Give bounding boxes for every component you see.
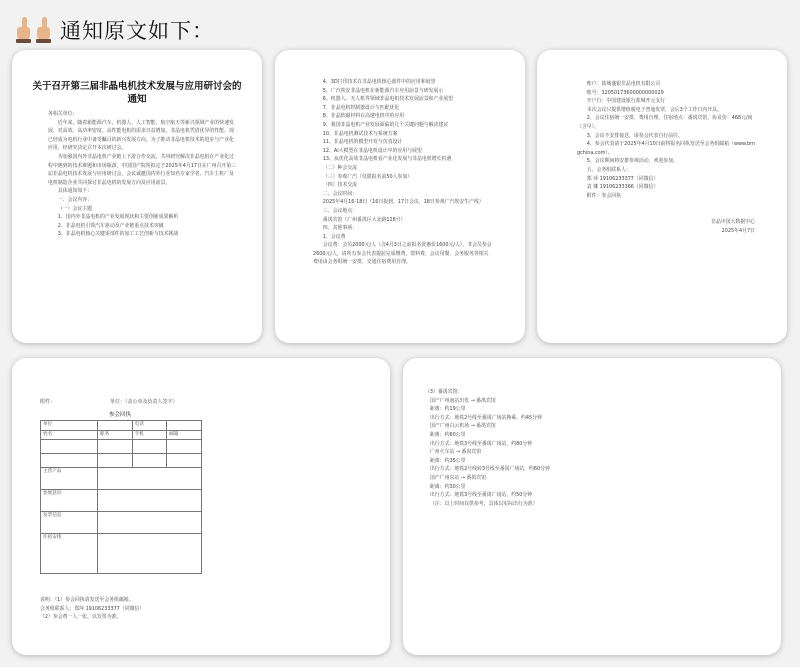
table-cell: 邮箱: [167, 430, 202, 440]
text-line: 郑 萍 19106233377（同微信）: [586, 175, 659, 182]
table-cell[interactable]: [41, 440, 98, 454]
table-cell[interactable]: [98, 454, 133, 468]
table-cell[interactable]: [98, 534, 202, 574]
text-line: 出行方式：地铁3号线至番禺广场站，约80分钟: [429, 440, 533, 447]
text-line: 国产广州南站出发 → 番禺宾馆: [429, 397, 496, 404]
registration-form: [40, 420, 202, 574]
table-cell[interactable]: [132, 440, 167, 454]
table-cell: 主营产品: [41, 468, 98, 490]
list-item: 12、AI大模型在非晶电机设计中的应用与展望: [322, 147, 422, 154]
list-item: 4、3D打印技术在非晶电机核心部件中的应用和展望: [322, 79, 436, 85]
table-cell[interactable]: [98, 512, 202, 534]
text-line: （注：以上时间仅供参考，具体以实际出行为准）: [429, 500, 538, 507]
text-line: 附件：参会回执: [586, 192, 622, 199]
salutation: 各相关单位：: [48, 111, 78, 117]
list-item: 三、会议地点：: [322, 207, 358, 214]
text-line: 袁 娜 19106233366（同微信）: [586, 184, 659, 191]
table-row: [41, 430, 202, 440]
table-row: [41, 468, 202, 490]
text-line: 距离：约60公里: [429, 431, 466, 438]
list-item: 6、机器人、无人机等领域非晶电机技术发展前景和产业展望: [322, 96, 454, 103]
document-page-4[interactable]: [12, 358, 390, 655]
table-cell[interactable]: [167, 440, 202, 454]
document-page-3[interactable]: [537, 50, 787, 343]
header: [14, 14, 214, 46]
pointing-down-hand-icon: [34, 17, 52, 43]
table-cell[interactable]: [98, 440, 133, 454]
list-item: 5、广汽埃安非晶电机在新能源汽车应用前景与研发展示: [322, 87, 444, 94]
table-cell[interactable]: [167, 454, 202, 468]
list-item: 二、会议时间：: [322, 190, 358, 197]
text-line: 广州火车站 → 番禺宾馆: [429, 449, 482, 456]
text-line: 出行方式：地铁3号线至番禺广场站，约50分钟: [429, 492, 533, 499]
list-item: 1、国内外非晶电机的产业发展现状和主要创新成果解析: [57, 214, 179, 221]
list-item: （二）种会交流: [322, 164, 358, 171]
form-header: [40, 398, 210, 405]
list-item: 10、非晶电机测试技术与系统方案: [322, 130, 398, 137]
table-row: [41, 421, 202, 431]
doc-body: [48, 110, 238, 239]
list-item: （一）会议主题: [57, 205, 93, 212]
table-row: [41, 534, 202, 574]
list-item: 1、会议费: [322, 233, 346, 240]
text-line: 开户行：中国建设银行盐城开元支行: [586, 98, 666, 105]
list-item: 13、从优化高效非晶电机看产业化发展与非晶电机增长机遇: [322, 156, 452, 163]
table-cell: 单位: [41, 421, 98, 431]
org-label: 单位：（盖公章及负责人签字）: [110, 399, 178, 405]
table-cell[interactable]: [98, 421, 133, 431]
list-item: 2025年4月16-18日（16日报到，17日会议，18日参观广汽埃安生产线）: [322, 199, 484, 206]
list-item: 11、非晶电机的模型开发与仿真设计: [322, 139, 403, 146]
text-line: 4、参会代表请于2025年4月10日前将报名回执发送至会务组邮箱（www.bmgchina.com）。: [577, 141, 755, 156]
doc-body: [313, 78, 493, 267]
page-title: 通知原文如下：: [60, 19, 214, 43]
signature-org: 非晶中国大数据中心: [710, 219, 755, 226]
table-cell[interactable]: [167, 421, 202, 431]
text-line: 账户：盐城盛银非晶电机有限公司: [586, 81, 661, 87]
list-item: （四）技术交流: [322, 182, 358, 189]
table-cell[interactable]: [41, 454, 98, 468]
table-cell: 住宿安排: [41, 534, 98, 574]
note-line: （2）参会费一人一张，以发票为准。: [40, 614, 122, 621]
form-notes: [40, 596, 240, 622]
table-cell: 职务: [98, 430, 133, 440]
list-item: 一、会议内容：: [57, 196, 93, 203]
paragraph: 近年来，随着新能源汽车、机器人、人工智能、航空航天等新兴领域产业的快速发展，对高效、高功率密度、高性能电机的需求日益增加。非晶电机凭借优异的性能，现已经成为电机行业中备受瞩目的新兴发展方向。为了推动非晶电机技术的进步与产业化应用，经研究决定召开本次研讨会。: [48, 119, 234, 152]
table-cell[interactable]: [98, 490, 202, 512]
pointing-down-hand-icon: [14, 17, 32, 43]
list-item: 会议费：会员2000元/人（含4月3日之前报名优惠价1600元/人），非会员参会2600元/人，请所有参会代表提前完成缴费，资料费、会议用餐、会务服务等相关费用由会务组统一安排，交通住宿费用自理。: [313, 242, 492, 266]
text-line: 出行方式：地铁2号线至番禺广场站换乘，约45分钟: [429, 414, 542, 421]
attachment-label: 附件：: [40, 399, 56, 405]
text-line: 国产广州东站 → 番禺宾馆: [429, 474, 487, 481]
paragraph: 具体通知如下：: [57, 188, 93, 195]
list-item: 7、非晶电机控制器设计与匹配优化: [322, 104, 400, 111]
list-item: 9、我国非晶电机产业发展面临的几个关键问题与解决建议: [322, 121, 449, 128]
form-title: 参会回执: [108, 412, 131, 418]
list-item: 2、非晶电机引领汽车驱动及产业链重点技术突破: [57, 222, 164, 229]
table-cell: 发票信息: [41, 512, 98, 534]
table-cell: 参展意向: [41, 490, 98, 512]
text-line: 本次会议只提供增值税电子普通发票，会后3个工作日内开具。: [586, 106, 722, 113]
table-row: [41, 490, 202, 512]
table-cell: 电话: [132, 421, 167, 431]
document-page-1[interactable]: [12, 50, 262, 343]
table-row: [41, 512, 202, 534]
table-cell: 姓名: [41, 430, 98, 440]
table-row: [41, 440, 202, 454]
text-line: 五、会务组联系人：: [586, 166, 631, 173]
text-line: 账号：32050173600000000029: [586, 89, 664, 96]
table-cell[interactable]: [132, 454, 167, 468]
table-cell[interactable]: [98, 468, 202, 490]
doc-body: [425, 388, 745, 508]
note-line: 说明：（1）参会回执请发送至会务组邮箱。: [40, 597, 134, 603]
table-row: [41, 454, 202, 468]
text-line: 2、会议住宿统一安排，费用自理。住宿地点：番禺宾馆，协议价：468元/间（含早）。: [577, 115, 753, 130]
list-item: （三）参观广汽（仅限报名前50人参加）: [322, 173, 413, 180]
document-page-5[interactable]: [403, 358, 781, 655]
text-line: 3、会议不安排接送，请参会代表自行前往。: [586, 132, 683, 139]
note-line: 会务组联系人：郑萍 19106233377（同微信）: [40, 605, 145, 612]
text-line: （3）番禺宾馆：: [425, 389, 463, 395]
doc-body: [577, 80, 755, 236]
list-item: 3、非晶电机核心关键零部件的加工工艺创新与技术挑战: [57, 231, 179, 238]
list-item: 四、其他事项：: [322, 225, 358, 232]
text-line: 出行方式：地铁2号线转3号线至番禺广场站，约60分钟: [429, 466, 550, 473]
signature-date: 2025年4月7日: [721, 227, 755, 234]
document-page-2[interactable]: [275, 50, 525, 343]
table-cell: 手机: [132, 430, 167, 440]
text-line: 距离：约19公里: [429, 406, 466, 413]
list-item: 8、非晶软磁材料在高速电机中的应用: [322, 113, 405, 120]
paragraph: 为加强国内外非晶电机产业链上下游合作交流，共同研究解决非晶电机在产业化过程中遇到的技术难题和市场瓶颈，中国国产院所拟定于2025年4月17日在广州召开第三届非晶电机技术发展与应用研讨会。会议诚邀国内外行业知名专家学者、汽车主机厂及电机制造企业共同探讨非晶电机的发展方向及应用前景。: [48, 153, 237, 186]
text-line: 5、会议期间将安排参观活动，欢迎参加。: [586, 158, 678, 165]
text-line: 距离：约30公里: [429, 483, 466, 490]
list-item: 番禺宾馆（广州番禺区大北路128号）: [322, 216, 406, 223]
text-line: 距离：约35公里: [429, 457, 466, 464]
text-line: 国产广州白云机场 → 番禺宾馆: [429, 423, 496, 430]
doc-title: 关于召开第三届非晶电机技术发展与应用研讨会的通知: [32, 81, 242, 105]
